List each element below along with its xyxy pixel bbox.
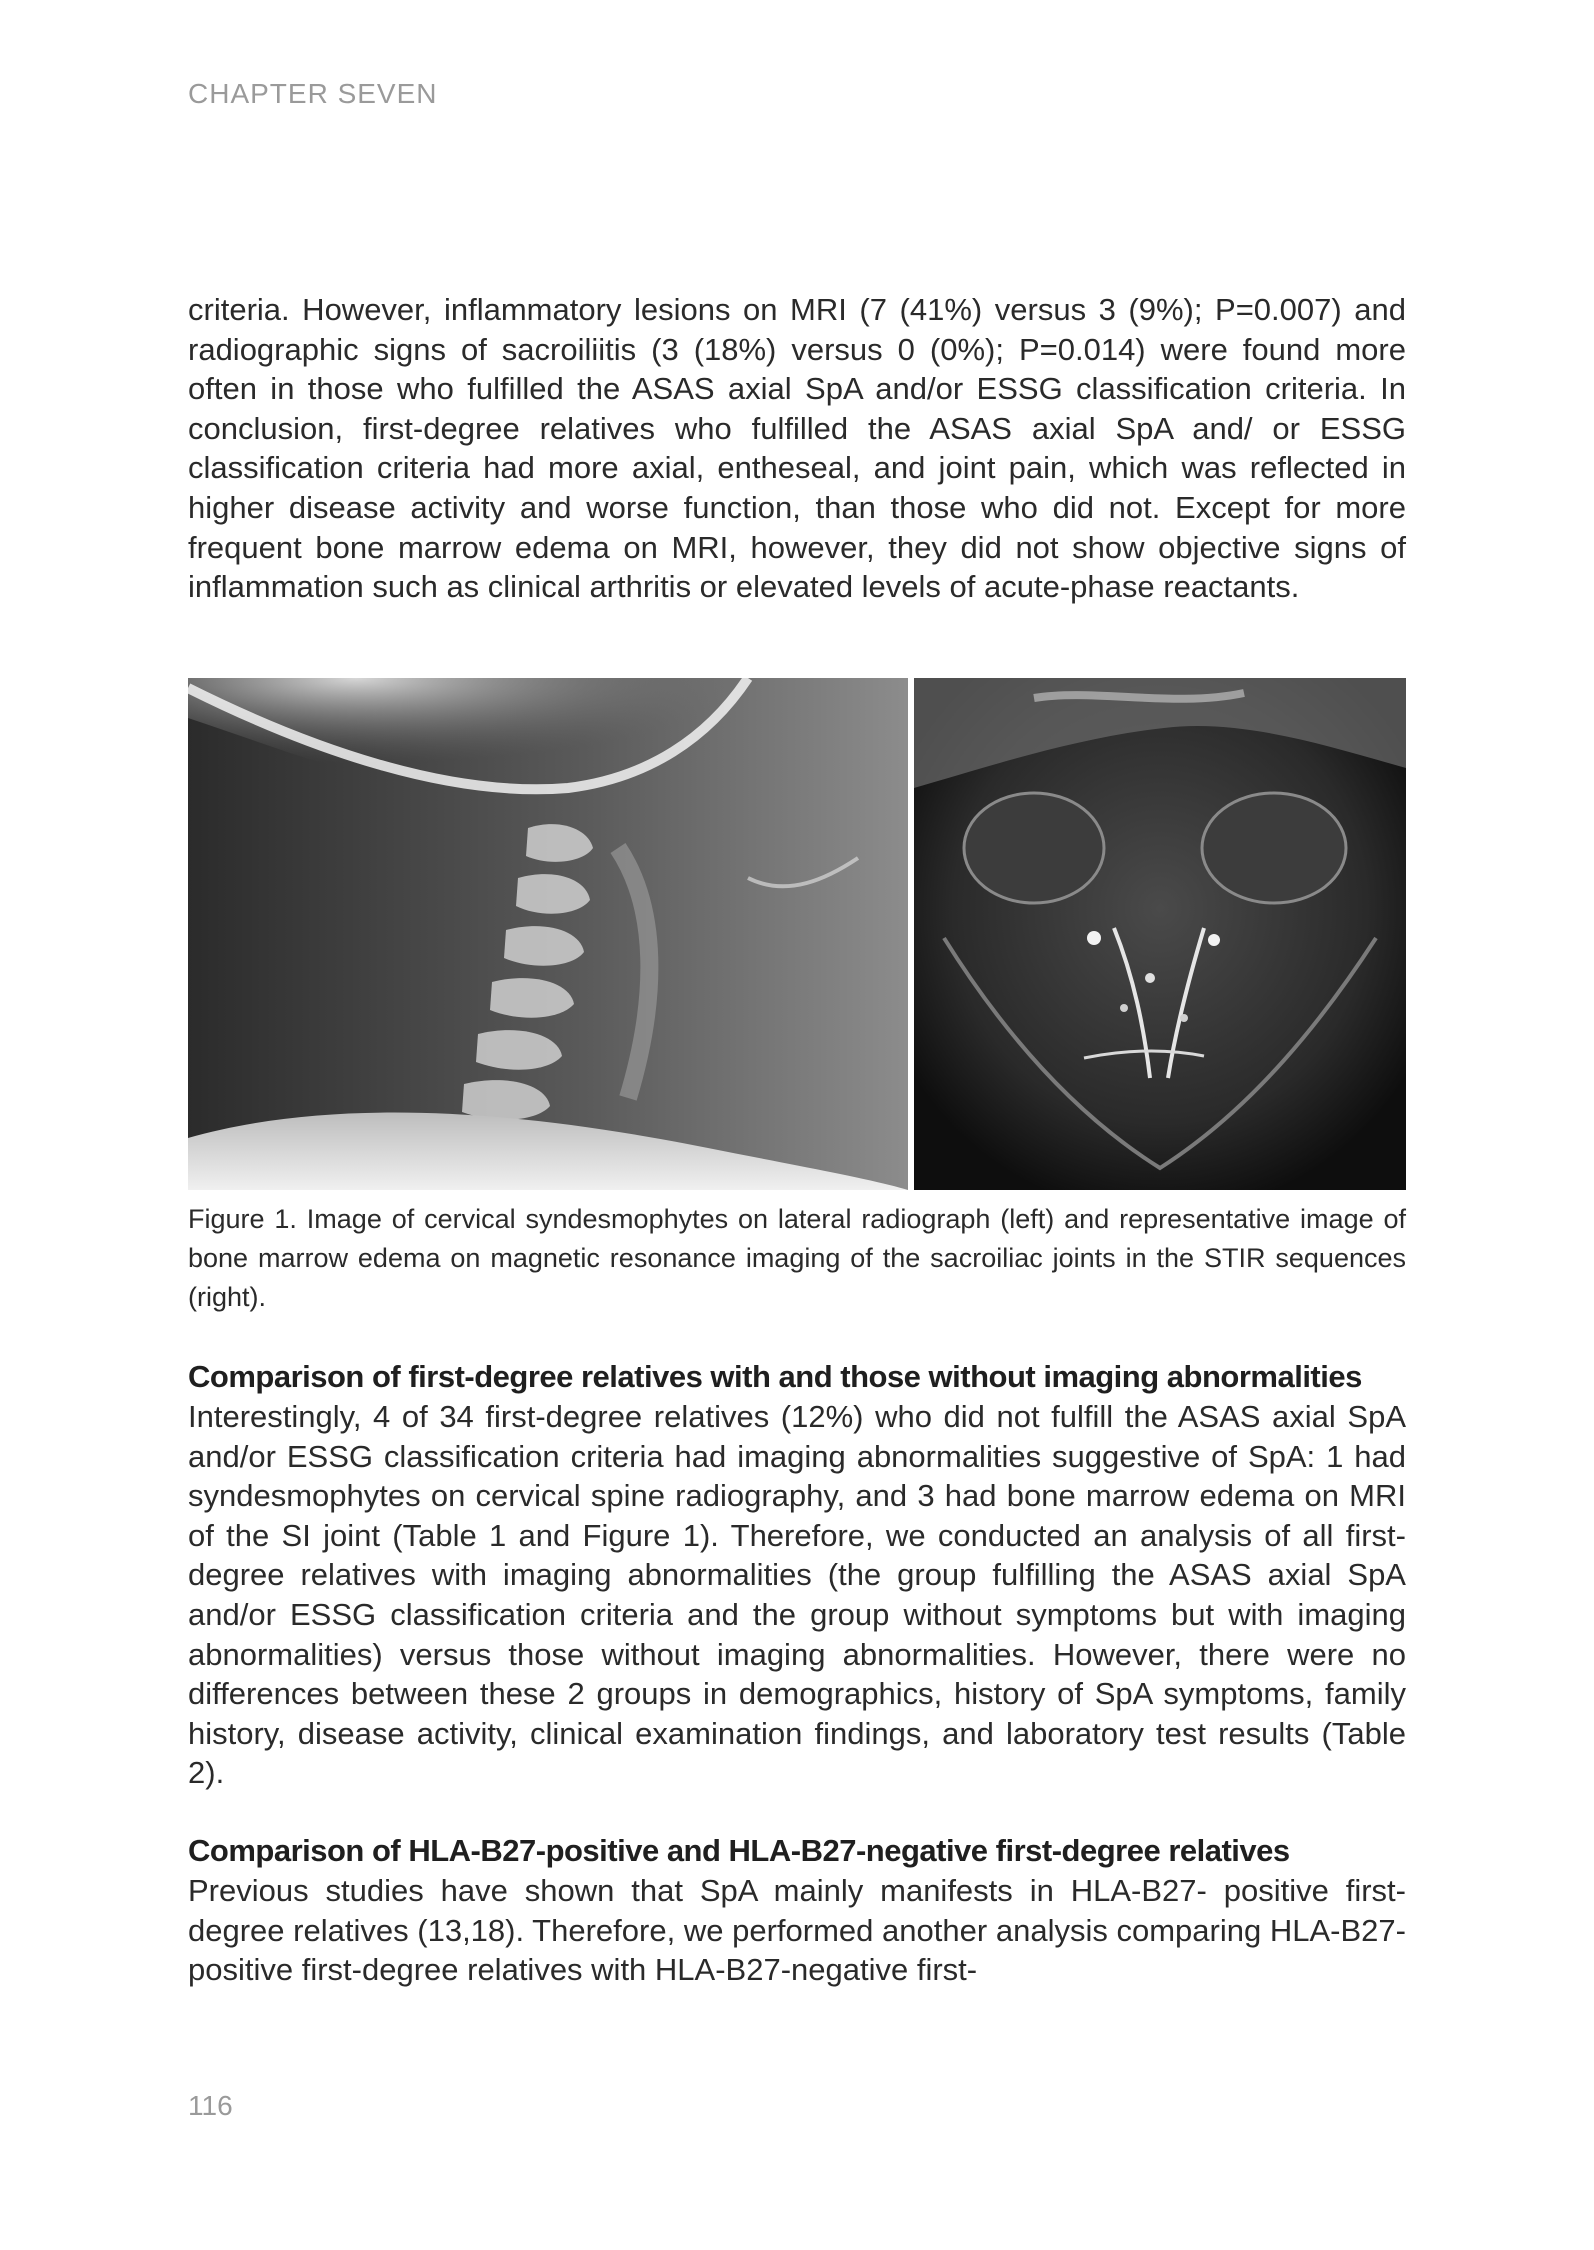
running-head: CHAPTER SEVEN <box>188 78 438 109</box>
section-heading-imaging: Comparison of first-degree relatives with and those without imaging abnormalities <box>188 1359 1362 1394</box>
sacroiliac-mri-image <box>914 678 1406 1190</box>
section-heading-hla-b27: Comparison of HLA-B27-positive and HLA-B27-negative first-degree relatives <box>188 1833 1290 1868</box>
cervical-radiograph-image <box>188 678 908 1190</box>
figure-caption: Figure 1. Image of cervical syndesmophytes on lateral radiograph (left) and representative image of bone marrow edema on magnetic resonance imaging of the sacroiliac joints in the STIR sequences (right). <box>188 1204 1406 1312</box>
paragraph-3: Previous studies have shown that SpA mainly manifests in HLA-B27- positive first-degree relatives (13,18). Therefore, we performed another analysis comparing HLA-B27-positive first-degree relatives with HLA-B27-negative first- <box>188 1873 1406 1988</box>
figure-1 <box>188 678 1406 1190</box>
paragraph-1: criteria. However, inflammatory lesions on MRI (7 (41%) versus 3 (9%); P=0.007) and radiographic signs of sacroiliitis (3 (18%) versus 0 (0%); P=0.014) were found more often in those who fulfilled the ASAS axial SpA and/or ESSG classification criteria. In conclusion, first-degree relatives who fulfilled the ASAS axial SpA and/ or ESSG classification criteria had more axial, entheseal, and joint pain, which was reflected in higher disease activity and worse function, than those who did not. Except for more frequent bone marrow edema on MRI, however, they did not show objective signs of inflammation such as clinical arthritis or elevated levels of acute-phase reactants. <box>188 292 1406 605</box>
paragraph-2: Interestingly, 4 of 34 first-degree relatives (12%) who did not fulfill the ASAS axial SpA and/or ESSG classification criteria had imaging abnormalities suggestive of SpA: 1 had syndesmophytes on cervical spine radiography, and 3 had bone marrow edema on MRI of the SI joint (Table 1 and Figure 1). Therefore, we conducted an analysis of all first-degree relatives with imaging abnormalities (the group fulfilling the ASAS axial SpA and/or ESSG classification criteria and the group without symptoms but with imaging abnormalities) versus those without imaging abnormalities. However, there were no differences between these 2 groups in demographics, history of SpA symptoms, family history, disease activity, clinical examination findings, and laboratory test results (Table 2). <box>188 1399 1406 1791</box>
page-number: 116 <box>188 2090 233 2121</box>
